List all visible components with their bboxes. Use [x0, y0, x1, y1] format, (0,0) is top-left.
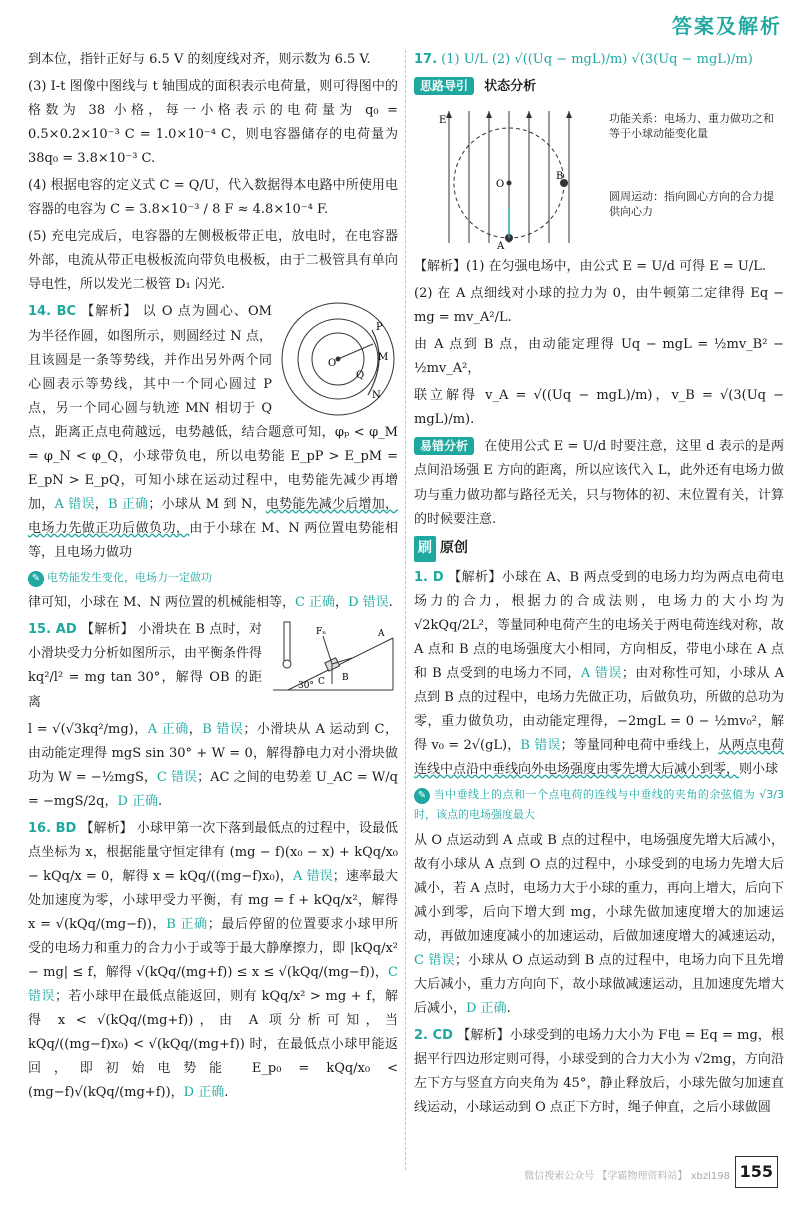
analysis-text: 联立解得 v_A = √((Uq − mgL)/m)，v_B = √(3(Uq − mgL)/m).: [414, 388, 784, 428]
section-heading: 原创: [440, 539, 468, 556]
underlined-text: 电势能先减少后增加，电场力先做正功后做负功，: [28, 496, 398, 536]
analysis-text: 小滑块在 B 点时，对小滑块受力分析如图所示，由平衡条件得 kq²/l² = mg tan 30°，解得 OB 的距离: [28, 622, 263, 710]
question-number: 15. AD: [28, 622, 77, 638]
question-16: 16. BD 【解析】 小球甲第一次下落到最低点的过程中，设最低点坐标为 x，根据能量守恒定律有 (mg − f)(x₀ − x) + kQq/x₀ − kQq/x = 0，解得 x = kQq/((mg−f)x₀)，A 错误；速率最大处加速度为零，小球甲受力平衡，有 mg = f + kQq/x²，解得 x = √(kQq/(mg−f))，B 正确；最后停留的位置要求小球甲所受的电场力和重力的合力小于或等于最大静摩擦力，即 |kQq/x² − mg| ≤ f，解得 √(kQq/(mg+f)) ≤ x ≤ √(kQq/(mg−f))，C 错误；若小球甲在最低点能返回，则有 kQq/x² > mg + f，解得 x < √(kQq/(mg+f))，由 A 项分析可知，当 kQq/((mg−f)x₀) < √(kQq/(mg+f)) 时，在最低点小球甲能返回，即初始电势能 E_p₀ = kQq/x₀ < (mg−f)√(kQq/(mg+f))，D 正确.: [28, 820, 398, 1101]
diagram-note: 功能关系：电场力、重力做功之和等于小球动能变化量: [609, 112, 774, 141]
right-column: [414, 48, 784, 1168]
tip-note: ✎ 电势能发生变化，电场力一定做功: [28, 568, 398, 588]
svg-text:E: E: [439, 115, 447, 127]
section-title: 答案及解析: [672, 14, 782, 38]
underlined-text: 从两点电荷连线中点沿中垂线向外电场强度由零先增大后减小到零，: [414, 737, 784, 777]
option-verdict: A 正确: [147, 721, 189, 737]
analysis-text: 【解析】(1) 在匀强电场中，由公式 E = U/d 可得 E = U/L.: [414, 259, 766, 275]
svg-text:N: N: [372, 390, 381, 402]
state-analysis-diagram: [434, 103, 774, 251]
incline-figure: [268, 618, 398, 698]
analysis-text: ；小球从 O 点运动到 B 点的过程中，电场力向下且先增大后减小，重力方向向下，故小球做减速运动，且加速度先增大后减小，: [414, 952, 784, 1016]
svg-text:30°: 30°: [298, 681, 314, 692]
paragraph: (4) 根据电容的定义式 C = Q/U，代入数据得本电路中所使用电容器的电容为 C = 3.8×10⁻³ / 8 F ≈ 4.8×10⁻⁴ F.: [28, 178, 398, 218]
question-number: 2. CD: [414, 1027, 453, 1043]
field-circle-figure: [434, 103, 609, 251]
svg-text:C: C: [318, 677, 325, 688]
original-question-1: 1. D 【解析】小球在 A、B 两点受到的电场力均为两点电荷电场力的合力，根据力的合成法则，电场力的大小均为 √2kQq/2L²，等量同种电荷产生的电场关于两电荷连线对称，故 A 点和 B 点的电场强度大小相同，方向相反，带电小球在 A 点和 B 点受到的电场力不同，A 错误；由对称性可知，小球从 A 点到 B 点的过程中，电场力先做正功，后做负功，所做的总功为零，重力做负功，由动能定理得，−2mgL = 0 − ½mv₀²，解得 v₀ = 2√(gL)，B 错误；等量同种电荷中垂线上，从两点电荷连线中点沿中垂线向外电场强度由零先增大后减小到零，则小球 ✎ 当中垂线上的点和一个点电荷的连线与中垂线的夹角的余弦值为 √3/3 时，该点的电场强度最大 从 O 点运动到 A 点或 B 点的过程中，电场强度先增大后减小，故有小球从 A 点到 O 点的过程中，小球受到的电场力先增大后减小，若 A 点时，电场力大于小球的重力，再向上增大，后向下减小到零，后向下增大到 mg，小球先做加速度增大的加速运动，再做加速度减小的加速运动，后做加速度增大的减速运动，C 错误；小球从 O 点运动到 B 点的过程中，电场力向下且先增大后减小，重力方向向下，故小球做减速运动，且加速度先增大后减小，D 正确.: [414, 569, 784, 1016]
svg-text:M: M: [378, 352, 389, 364]
paragraph: 到本位，指针正好与 6.5 V 的刻度线对齐，则示数为 6.5 V.: [28, 52, 371, 67]
analysis-text: 由 A 点到 B 点，由动能定理得 Uq − mgL = ½mv_B² − ½mv_A²，: [414, 337, 784, 377]
analysis-text: 【解析】小球受到的电场力大小为 F电 = Eq = mg，根据平行四边形定则可得，小球受到的合力大小为 √2mg，方向沿左下方与竖直方向夹角为 45°，静止释放后，小球先做匀加速直线运动，小球运动到 O 点正下方时，绳子伸直，之后小球做圆: [414, 1027, 784, 1116]
concentric-circles-figure: [278, 300, 398, 418]
option-verdict: B 错误: [520, 737, 561, 753]
original-section-header: [414, 536, 784, 562]
svg-text:O: O: [328, 358, 337, 370]
original-question-2: [414, 1024, 784, 1120]
guide-title: 状态分析: [484, 79, 537, 95]
option-verdict: D 正确: [466, 1000, 507, 1016]
analysis-text: ；AC 之间的电势差 U_AC = W/q = −mgS/2q，: [28, 769, 398, 809]
svg-text:O: O: [496, 179, 505, 191]
option-verdict: A 错误: [54, 496, 95, 512]
option-verdict: D 正确: [183, 1085, 225, 1101]
analysis-text: ；若小球甲在最低点能返回，则有 kQq/x² > mg + f，解得 x < √(kQq/(mg+f))，由 A 项分析可知，当 kQq/((mg−f)x₀) < √(kQq/(mg+f)) 时，在最低点小球甲能返回，即初始电势能 E_p₀ = kQq/x₀ < (mg−f)√(kQq/(mg+f))，: [28, 989, 398, 1101]
svg-text:B: B: [556, 171, 564, 183]
option-verdict: C 正确: [294, 595, 336, 611]
question-number: 17.: [414, 52, 438, 67]
note-icon: ✎: [414, 788, 430, 804]
analysis-text: 从 O 点运动到 A 点或 B 点的过程中，电场强度先增大后减小，故有小球从 A 点到 O 点的过程中，小球受到的电场力先增大后减小，若 A 点时，电场力大于小球的重力，再向上增大，后向下减小到零，后向下增大到 mg，小球先做加速度增大的加速运动，再做加速度减小的加速运动，后做加速度增大的减速运动，: [414, 832, 784, 944]
column-divider: [405, 50, 406, 1170]
left-column: [28, 48, 398, 1168]
note-icon: ✎: [28, 571, 44, 587]
analysis-tag: 【解析】: [81, 304, 138, 320]
diagram-note: 圆周运动：指向圆心方向的合力提供向心力: [609, 190, 774, 219]
section-mark: 刷: [414, 536, 436, 562]
analysis-tag: 【解析】: [80, 622, 134, 638]
question-number: 14. BC: [28, 304, 77, 320]
formula: l = √(√3kq²/mg)，: [28, 721, 148, 737]
paragraph: (5) 充电完成后，电容器的左侧极板带正电，放电时，在电容器外部，电流从带正电极板流向带负电极板，由于二极管具有单向导电性，所以发光二极管 D₁ 闪光.: [28, 229, 398, 293]
analysis-text: ；小滑块从 A 运动到 C，由动能定理得 mgS sin 30° + W = 0，解得静电力对小滑块做功为 W = −½mgS，: [28, 721, 398, 785]
question-15: Fₙ 30° A B C 15. AD 【解析】 小滑块在 B 点时，对小滑块受力分析如图所示，由平衡条件得 kq²/l² = mg tan 30°，解得 OB 的距离 l = √(√3kq²/mg)，A 正确，B 错误；小滑块从 A 运动到 C，由动能定理得 mgS sin 30° + W = 0，解得静电力对小滑块做功为 W = −½mgS，C 错误；AC 之间的电势差 U_AC = W/q = −mgS/2q，D 正确.: [28, 618, 398, 813]
page-header: [0, 0, 800, 50]
analysis-text: 【解析】小球在 A、B 两点受到的电场力均为两点电荷电场力的合力，根据力的合成法则，电场力的大小均为 √2kQq/2L²，等量同种电荷产生的电场关于两电荷连线对称，故 A 点和 B 点的电场强度大小相同，方向相反，带电小球在 A 点和 B 点受到的电场力不同，: [414, 569, 784, 681]
analysis-text: 律可知，小球在 M、N 两位置的机械能相等，: [28, 595, 295, 611]
svg-text:A: A: [378, 629, 385, 640]
tip-note: ✎ 当中垂线上的点和一个点电荷的连线与中垂线的夹角的余弦值为 √3/3 时，该点的电场强度最大: [414, 787, 784, 822]
option-verdict: B 正确: [107, 496, 149, 512]
option-verdict: D 正确: [117, 793, 159, 809]
analysis-text: 则小球: [739, 761, 779, 777]
svg-text:P: P: [376, 322, 383, 334]
option-verdict: C 错误: [28, 965, 398, 1005]
error-label: 易错分析: [414, 437, 474, 455]
option-verdict: C 错误: [414, 952, 455, 968]
analysis-text: ；速率最大处加速度为零，小球甲受力平衡，有 mg = f + kQq/x²，解得 x = √(kQq/(mg−f))，: [28, 868, 398, 932]
footer-watermark: 微信搜索公众号 【学霸物理资料站】 xbzl198: [524, 1170, 730, 1182]
question-number: 1. D: [414, 569, 444, 585]
question-number: 16. BD: [28, 820, 77, 836]
page-number: 155: [735, 1156, 778, 1188]
svg-text:Q: Q: [356, 370, 365, 382]
guide-label: 思路导引: [414, 77, 474, 95]
svg-text:Fₙ: Fₙ: [316, 627, 327, 638]
analysis-text: 小球甲第一次下落到最低点的过程中，设最低点坐标为 x，根据能量守恒定律有 (mg − f)(x₀ − x) + kQq/x₀ − kQq/x = 0，解得 x = kQq/((mg−f)x₀)，: [28, 820, 398, 884]
analysis-text: ；最后停留的位置要求小球甲所受的电场力和重力的合力小于或等于最大静摩擦力，即 |kQq/x² − mg| ≤ f，解得 √(kQq/(mg+f)) ≤ x ≤ √(kQq/(mg−f))，: [28, 916, 398, 981]
option-verdict: B 正确: [166, 916, 208, 932]
option-verdict: A 错误: [580, 665, 622, 681]
question-14: O P M N Q 14. BC 【解析】 以 O 点为圆心、OM 为半径作圆，如图所示，则圆经过 N 点，且该圆是一条等势线，并作出另外两个同心圆表示等势线，其中一个同心圆过 P 点，另一个同心圆与轨迹 MN 相切于 Q 点，距离正点电荷越远，电势越低，结合题意可知，φₚ < φ_M = φ_N < φ_Q，小球带负电，所以电势能 E_pP > E_pM = E_pN > E_pQ，可知小球在运动过程中，电势能先减少再增加，A 错误，B 正确；小球从 M 到 N，电势能先减少后增加，电场力先做正功后做负功，由于小球在 M、N 两位置电势能相等，且电场力做功 ✎ 电势能发生变化，电场力一定做功 律可知，小球在 M、N 两位置的机械能相等，C 正确，D 错误.: [28, 300, 398, 615]
analysis-text: 以 O 点为圆心、OM 为半径作圆，如图所示，则圆经过 N 点，且该圆是一条等势线，并作出另外两个同心圆表示等势线，其中一个同心圆过 P 点，另一个同心圆与轨迹 MN 相切于 Q 点，距离正点电荷越远，电势越低，结合题意可知，φₚ < φ_M = φ_N < φ_Q，小球带负电，所以电势能 E_pP > E_pM = E_pN > E_pQ，可知小球在运动过程中，电势能先减少再增加，: [28, 304, 398, 512]
error-analysis-text: 在使用公式 E = U/d 时要注意，这里 d 表示的是两点间沿场强 E 方向的距离，所以应该代入 L，此外还有电场力做功与重力做功都与路径无关，只与物体的初、末位置有关，计算的时候要注意.: [414, 439, 784, 527]
option-verdict: C 错误: [156, 769, 198, 785]
option-verdict: D 错误: [348, 595, 389, 611]
analysis-text: ；由对称性可知，小球从 A 点到 B 点的过程中，电场力先做正功，后做负功，所做的总功为零，重力做负功，由动能定理得，−2mgL = 0 − ½mv₀²，解得 v₀ = 2√(gL)，: [414, 665, 784, 753]
option-verdict: B 错误: [202, 721, 244, 737]
analysis-text: ；等量同种电荷中垂线上，: [560, 737, 719, 753]
paragraph: (3) I-t 图像中图线与 t 轴围成的面积表示电荷量，则可得图中的格数为 38 小格，每一小格表示的电荷量为 q₀ = 0.5×0.2×10⁻³ C = 1.0×10⁻⁴ C，则电容器储存的电荷量为 38q₀ = 3.8×10⁻³ C.: [28, 79, 398, 167]
svg-text:B: B: [342, 673, 349, 684]
analysis-text: ；小球从 M 到 N，: [148, 496, 266, 512]
option-verdict: A 错误: [292, 868, 333, 884]
analysis-text: (2) 在 A 点细线对小球的拉力为 0，由牛顿第二定律得 Eq − mg = mv_A²/L.: [414, 286, 784, 326]
answer-key: (1) U/L (2) √((Uq − mgL)/m) √(3(Uq − mgL)/m): [441, 52, 753, 67]
analysis-text: 由于小球在 M、N 两位置电势能相等，且电场力做功: [28, 520, 398, 560]
svg-text:A: A: [497, 241, 505, 252]
analysis-tag: 【解析】: [80, 820, 133, 836]
